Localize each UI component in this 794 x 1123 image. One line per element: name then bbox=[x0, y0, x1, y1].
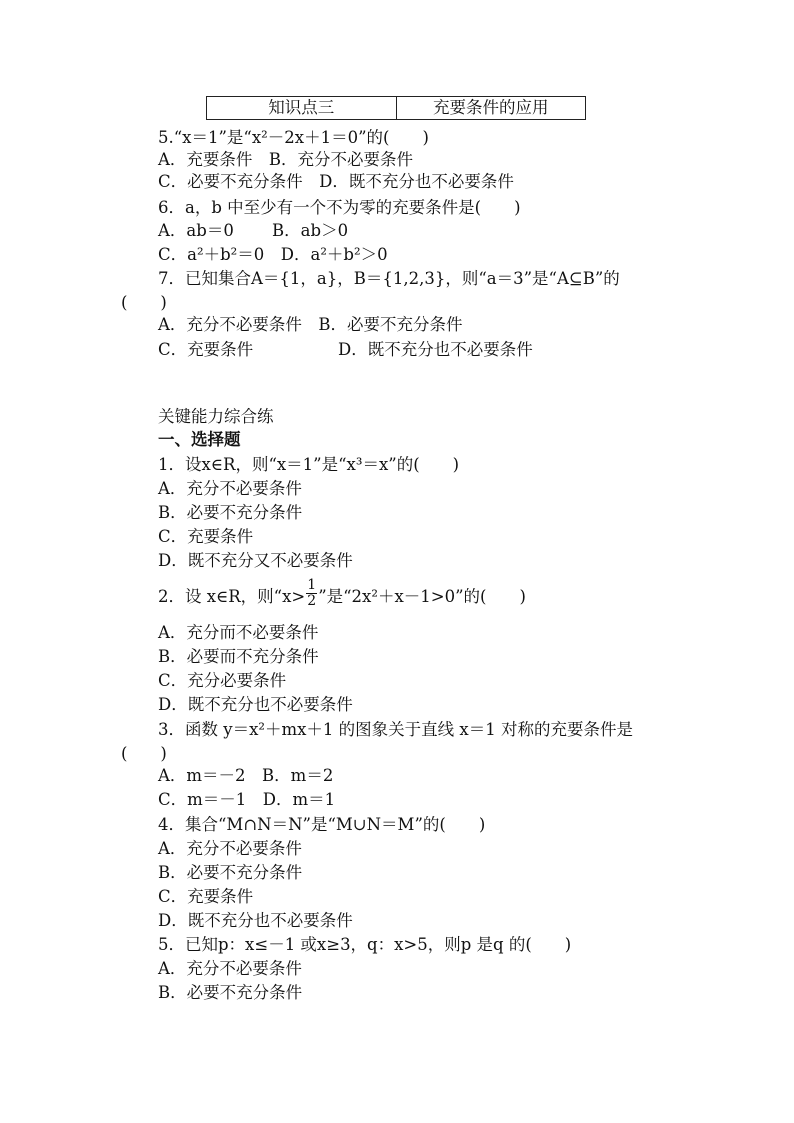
option-line: A．充分不必要条件 bbox=[158, 839, 302, 858]
option-line: B．必要不充分条件 bbox=[158, 503, 303, 522]
option-line: B．必要不充分条件 bbox=[158, 863, 303, 882]
question-7: 7．已知集合A＝{1，a}，B＝{1,2,3}，则“a＝3”是“A⊆B”的 bbox=[158, 269, 620, 288]
option-line: A．充分不必要条件 bbox=[158, 479, 302, 498]
answer-blank: ( ) bbox=[121, 744, 167, 763]
section-header-table bbox=[206, 96, 586, 120]
option-line: B．必要而不充分条件 bbox=[158, 647, 319, 666]
question-3: 3．函数 y＝x²＋mx＋1 的图象关于直线 x＝1 对称的充要条件是 bbox=[158, 720, 633, 739]
question-2-post: ”是“2x²＋x－1>0”的( ) bbox=[318, 587, 526, 606]
option-line: D．既不充分也不必要条件 bbox=[158, 695, 353, 714]
option-line: D．既不充分又不必要条件 bbox=[158, 551, 353, 570]
question-2-pre: 2．设 x∈R，则“x> bbox=[158, 587, 306, 606]
option-line: C．充要条件 bbox=[158, 887, 254, 906]
option-line: A．ab＝0 B．ab＞0 bbox=[158, 221, 349, 240]
option-line: A．充分而不必要条件 bbox=[158, 623, 319, 642]
option-line: C．充要条件 bbox=[158, 340, 254, 359]
option-line: C．m＝－1 D．m＝1 bbox=[158, 790, 336, 809]
option-line: A．充分不必要条件 bbox=[158, 959, 302, 978]
option-line: A．m＝－2 B．m＝2 bbox=[158, 766, 334, 785]
option-line: C．充分必要条件 bbox=[158, 671, 287, 690]
option-line: A．充分不必要条件 B．必要不充分条件 bbox=[158, 315, 463, 334]
fraction bbox=[306, 578, 317, 609]
option-line: B．必要不充分条件 bbox=[158, 983, 303, 1002]
option-line: C．a²＋b²＝0 D．a²＋b²＞0 bbox=[158, 245, 388, 264]
question-1: 1．设x∈R，则“x＝1”是“x³＝x”的( ) bbox=[158, 455, 460, 474]
question-6: 6．a，b 中至少有一个不为零的充要条件是( ) bbox=[158, 198, 521, 217]
question-4: 4．集合“M∩N＝N”是“M∪N＝M”的( ) bbox=[158, 815, 486, 834]
option-line: C．充要条件 bbox=[158, 527, 254, 546]
section-header-label: 知识点三 bbox=[268, 98, 335, 117]
section-header-title: 充要条件的应用 bbox=[396, 97, 586, 119]
option-line: C．必要不充分条件 D．既不充分也不必要条件 bbox=[158, 172, 514, 191]
question-5: 5.“x＝1”是“x²－2x＋1＝0”的( ) bbox=[158, 128, 429, 147]
fraction-denominator: 2 bbox=[307, 593, 317, 609]
option-line: A．充要条件 B．充分不必要条件 bbox=[158, 150, 414, 169]
option-line: D．既不充分也不必要条件 bbox=[158, 911, 353, 930]
section-title: 关键能力综合练 bbox=[158, 407, 274, 426]
option-line: D．既不充分也不必要条件 bbox=[338, 340, 533, 359]
question-5b: 5．已知p：x≤－1 或x≥3，q：x>5，则p 是q 的( ) bbox=[158, 935, 572, 954]
question-2 bbox=[158, 577, 526, 609]
answer-blank: ( ) bbox=[121, 293, 167, 312]
fraction-numerator: 1 bbox=[307, 577, 317, 593]
section-subtitle: 一、选择题 bbox=[158, 430, 241, 449]
